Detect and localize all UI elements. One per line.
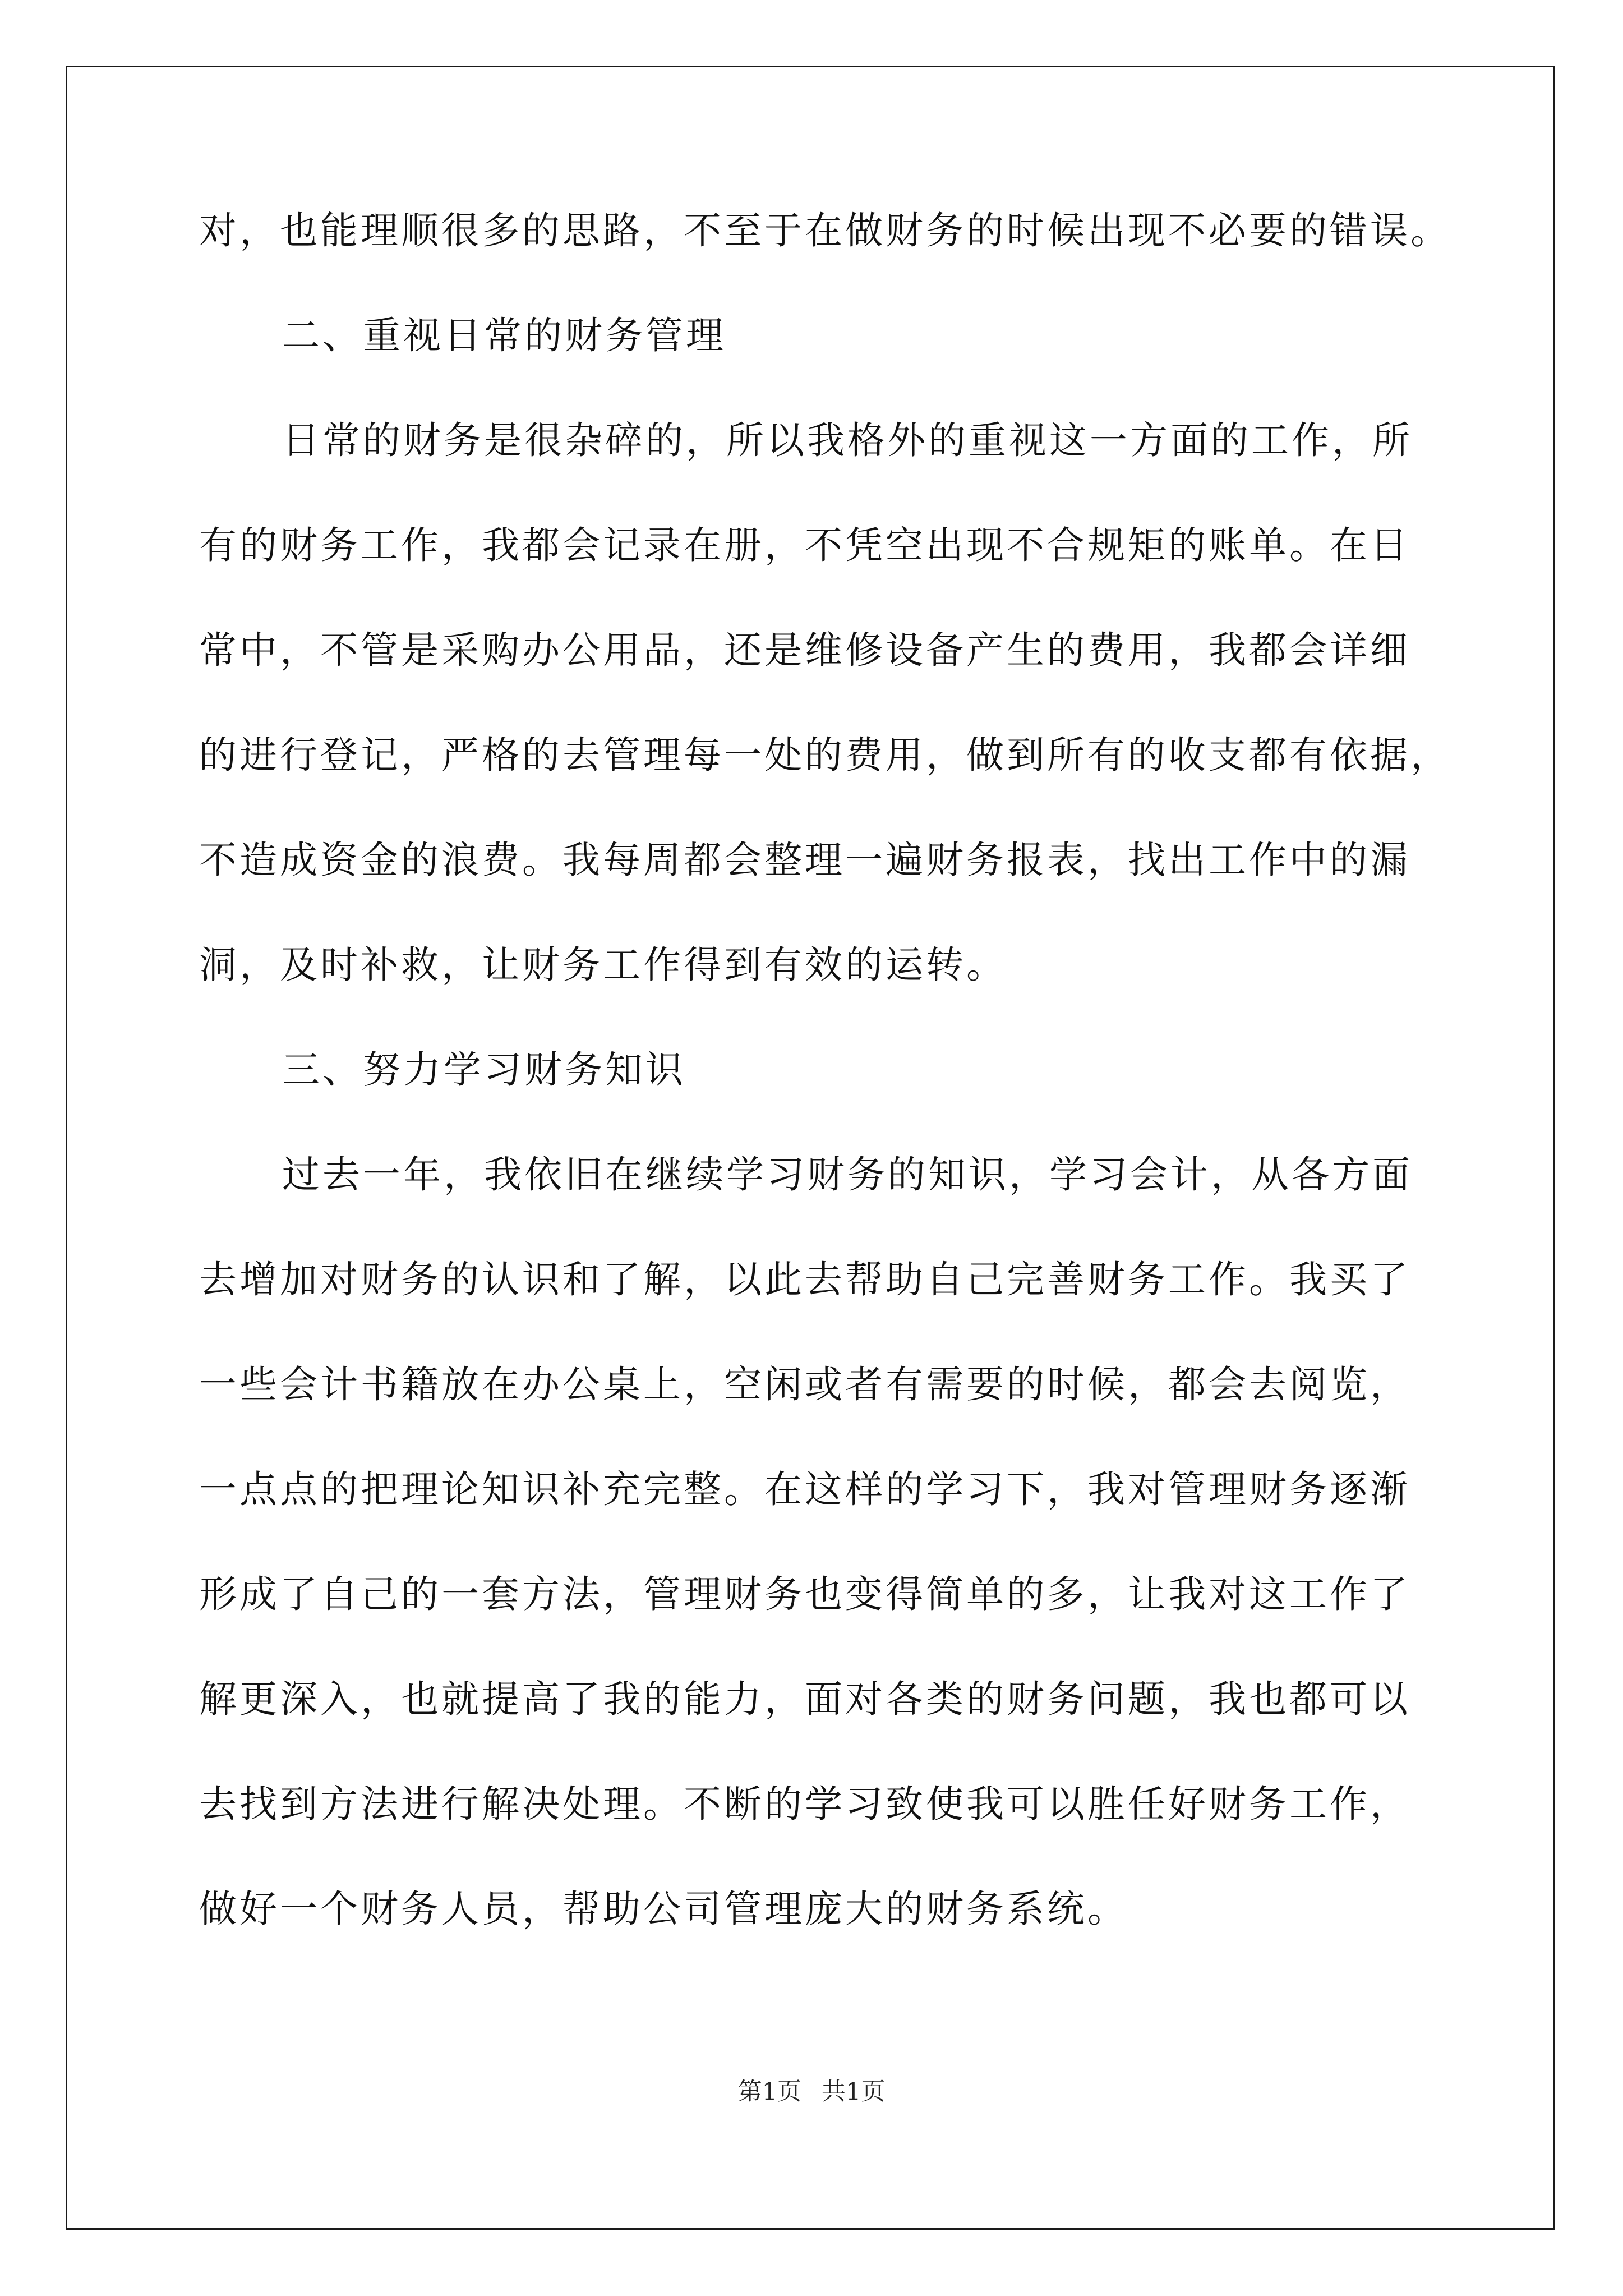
page-footer bbox=[0, 2078, 1623, 2106]
text-line-3: 日常的财务是很杂碎的，所以我格外的重视这一方面的工作，所 bbox=[282, 418, 1413, 462]
page-total: 共1页 bbox=[822, 2078, 886, 2106]
text-line-12: 一些会计书籍放在办公桌上，空闲或者有需要的时候，都会去阅览， bbox=[199, 1363, 1410, 1406]
section-heading-2: 二、重视日常的财务管理 bbox=[282, 314, 726, 357]
section-heading-3: 三、努力学习财务知识 bbox=[282, 1048, 686, 1092]
text-line-16: 去找到方法进行解决处理。不断的学习致使我可以胜任好财务工作， bbox=[199, 1782, 1410, 1826]
text-line-11: 去增加对财务的认识和了解，以此去帮助自己完善财务工作。我买了 bbox=[199, 1258, 1410, 1301]
text-line-5: 常中，不管是采购办公用品，还是维修设备产生的费用，我都会详细 bbox=[199, 628, 1410, 672]
text-line-17: 做好一个财务人员，帮助公司管理庞大的财务系统。 bbox=[199, 1887, 1128, 1931]
page-number: 第1页 bbox=[737, 2078, 801, 2106]
text-line-1: 对，也能理顺很多的思路，不至于在做财务的时候出现不必要的错误。 bbox=[199, 209, 1451, 252]
text-line-4: 有的财务工作，我都会记录在册，不凭空出现不合规矩的账单。在日 bbox=[199, 523, 1410, 567]
document-body bbox=[199, 206, 1451, 1990]
text-line-15: 解更深入，也就提高了我的能力，面对各类的财务问题，我也都可以 bbox=[199, 1677, 1410, 1721]
text-line-14: 形成了自己的一套方法，管理财务也变得简单的多，让我对这工作了 bbox=[199, 1572, 1410, 1616]
text-line-13: 一点点的把理论知识补充完整。在这样的学习下，我对管理财务逐渐 bbox=[199, 1467, 1410, 1511]
text-line-8: 洞，及时补救，让财务工作得到有效的运转。 bbox=[199, 943, 1007, 987]
text-line-7: 不造成资金的浪费。我每周都会整理一遍财务报表，找出工作中的漏 bbox=[199, 838, 1410, 882]
text-line-6: 的进行登记，严格的去管理每一处的费用，做到所有的收支都有依据， bbox=[199, 733, 1451, 777]
text-line-10: 过去一年，我依旧在继续学习财务的知识，学习会计，从各方面 bbox=[282, 1153, 1413, 1197]
